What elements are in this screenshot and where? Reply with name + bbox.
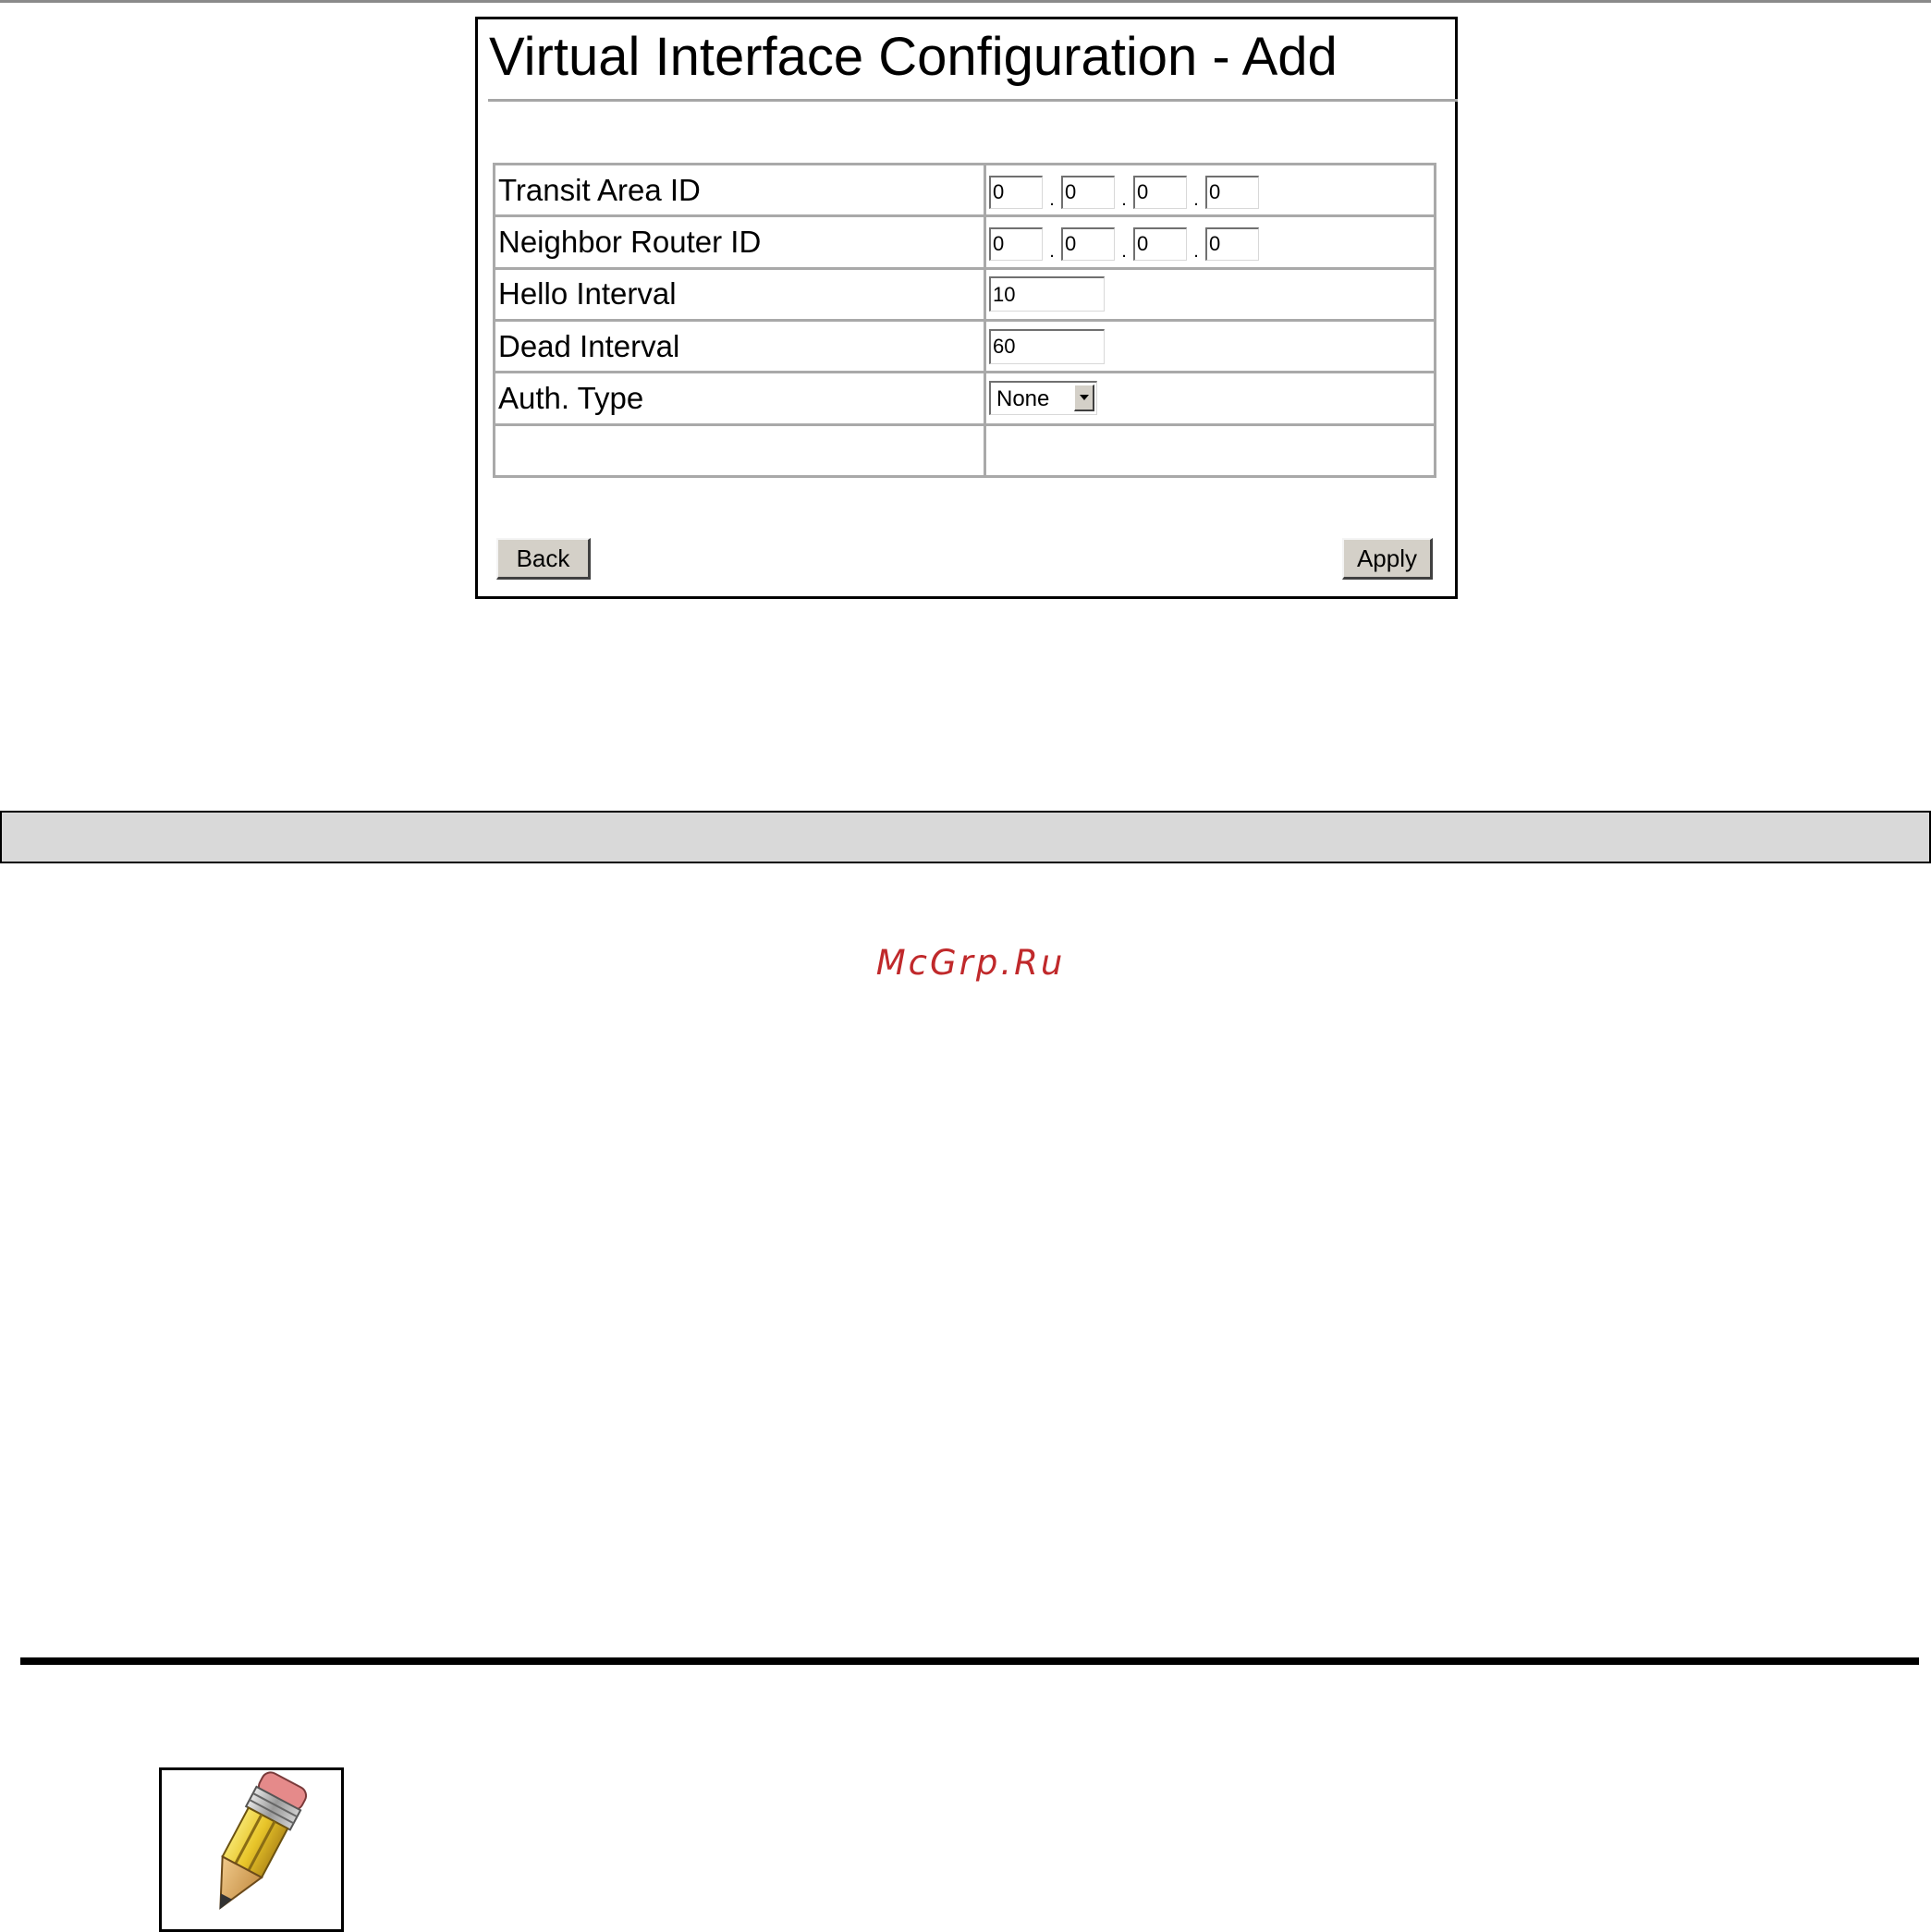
- transit-area-id-cell: [985, 165, 1436, 216]
- auth-type-label: Auth. Type: [495, 373, 985, 424]
- transit-area-id-octet-1[interactable]: [989, 176, 1043, 209]
- table-row-empty: [495, 424, 1436, 476]
- config-table: [493, 163, 1436, 478]
- dead-interval-label: Dead Interval: [495, 320, 985, 372]
- table-row-neighbor-router-id: [495, 216, 1436, 268]
- auth-type-cell: [985, 373, 1436, 424]
- virtual-interface-add-window: [475, 17, 1458, 599]
- back-button[interactable]: Back: [496, 538, 591, 580]
- octet-separator: .: [1049, 240, 1055, 262]
- neighbor-router-id-fields: [989, 224, 1434, 261]
- octet-separator: .: [1121, 189, 1127, 210]
- apply-button[interactable]: Apply: [1342, 538, 1433, 580]
- empty-value-cell: [985, 424, 1436, 476]
- pencil-graphic: [162, 1770, 341, 1929]
- transit-area-id-octet-3[interactable]: [1133, 176, 1187, 209]
- neighbor-router-id-octet-1[interactable]: [989, 227, 1043, 261]
- page-title: Virtual Interface Configuration - Add: [489, 27, 1338, 87]
- octet-separator: .: [1193, 240, 1199, 262]
- top-divider: [0, 0, 1931, 3]
- octet-separator: .: [1121, 240, 1127, 262]
- auth-type-selected-value: None: [996, 386, 1050, 412]
- table-row-transit-area-id: [495, 165, 1436, 216]
- table-row-auth-type: [495, 373, 1436, 424]
- pencil-note-icon: [159, 1767, 344, 1932]
- transit-area-id-fields: [989, 172, 1434, 209]
- neighbor-router-id-octet-4[interactable]: [1205, 227, 1259, 261]
- table-row-dead-interval: [495, 320, 1436, 372]
- dead-interval-input[interactable]: [989, 329, 1105, 364]
- octet-separator: .: [1193, 189, 1199, 210]
- empty-label-cell: [495, 424, 985, 476]
- hello-interval-cell: [985, 268, 1436, 320]
- hello-interval-label: Hello Interval: [495, 268, 985, 320]
- neighbor-router-id-label: Neighbor Router ID: [495, 216, 985, 268]
- transit-area-id-octet-2[interactable]: [1061, 176, 1115, 209]
- transit-area-id-label: Transit Area ID: [495, 165, 985, 216]
- table-row-hello-interval: [495, 268, 1436, 320]
- transit-area-id-octet-4[interactable]: [1205, 176, 1259, 209]
- hello-interval-input[interactable]: [989, 276, 1105, 312]
- dead-interval-cell: [985, 320, 1436, 372]
- octet-separator: .: [1049, 189, 1055, 210]
- neighbor-router-id-cell: [985, 216, 1436, 268]
- chevron-down-icon[interactable]: [1074, 385, 1094, 411]
- neighbor-router-id-octet-2[interactable]: [1061, 227, 1115, 261]
- auth-type-select[interactable]: [989, 381, 1097, 415]
- neighbor-router-id-octet-3[interactable]: [1133, 227, 1187, 261]
- watermark-text: McGrp.Ru: [875, 943, 1066, 983]
- section-divider: [20, 1657, 1919, 1665]
- caption-bar: [0, 811, 1931, 863]
- title-divider: [488, 99, 1458, 102]
